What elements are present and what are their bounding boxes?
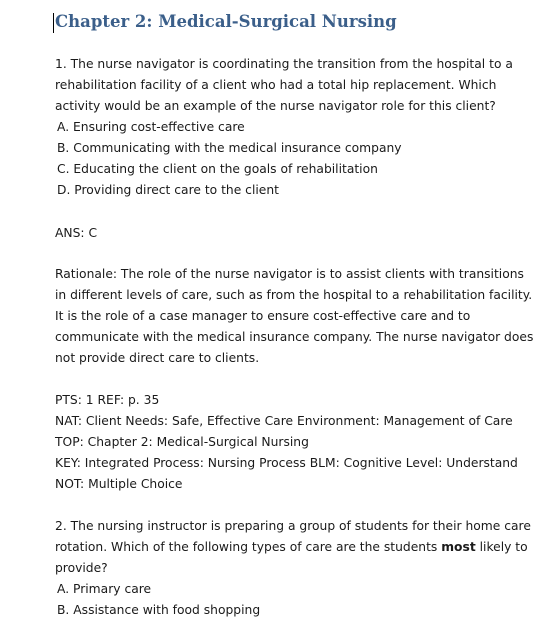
q1-answer: ANS: C <box>55 226 98 240</box>
q1-meta-not: NOT: Multiple Choice <box>55 477 183 491</box>
q1-stem-line: activity would be an example of the nurse navigator role for this client? <box>55 99 496 113</box>
q2-stem-emphasis: most <box>441 540 476 554</box>
q2-stem-line: provide? <box>55 561 108 575</box>
q1-rationale-line: communicate with the medical insurance company. The nurse navigator does <box>55 330 534 344</box>
q2-stem-text: likely to <box>475 540 528 554</box>
q1-stem-line: rehabilitation facility of a client who had a total hip replacement. Which <box>55 78 497 92</box>
q2-stem-text: rotation. Which of the following types of care are the students <box>55 540 442 554</box>
q1-meta-key-blm: KEY: Integrated Process: Nursing Process BLM: Cognitive Level: Understand <box>55 456 518 470</box>
q1-stem-line: 1. The nurse navigator is coordinating the transition from the hospital to a <box>55 57 513 71</box>
q1-meta-pts-ref: PTS: 1 REF: p. 35 <box>55 393 160 407</box>
q1-rationale-line: in different levels of care, such as from the hospital to a rehabilitation facility. <box>55 288 533 302</box>
q1-rationale-line: not provide direct care to clients. <box>55 351 260 365</box>
q1-meta-top: TOP: Chapter 2: Medical-Surgical Nursing <box>55 435 309 449</box>
q1-option-a: A. Ensuring cost-effective care <box>57 120 245 134</box>
q2-stem-line <box>55 538 528 556</box>
text-cursor <box>53 13 54 33</box>
q1-rationale-line: It is the role of a case manager to ensure cost-effective care and to <box>55 309 471 323</box>
q2-stem-line: 2. The nursing instructor is preparing a group of students for their home care <box>55 519 531 533</box>
chapter-title: Chapter 2: Medical-Surgical Nursing <box>55 12 397 31</box>
q2-option-b: B. Assistance with food shopping <box>57 603 261 617</box>
q2-option-a: A. Primary care <box>57 582 152 596</box>
q1-rationale-line: Rationale: The role of the nurse navigator is to assist clients with transitions <box>55 267 524 281</box>
q1-option-d: D. Providing direct care to the client <box>57 183 279 197</box>
q1-option-c: C. Educating the client on the goals of rehabilitation <box>57 162 378 176</box>
q1-option-b: B. Communicating with the medical insurance company <box>57 141 402 155</box>
q1-meta-nat: NAT: Client Needs: Safe, Effective Care Environment: Management of Care <box>55 414 513 428</box>
